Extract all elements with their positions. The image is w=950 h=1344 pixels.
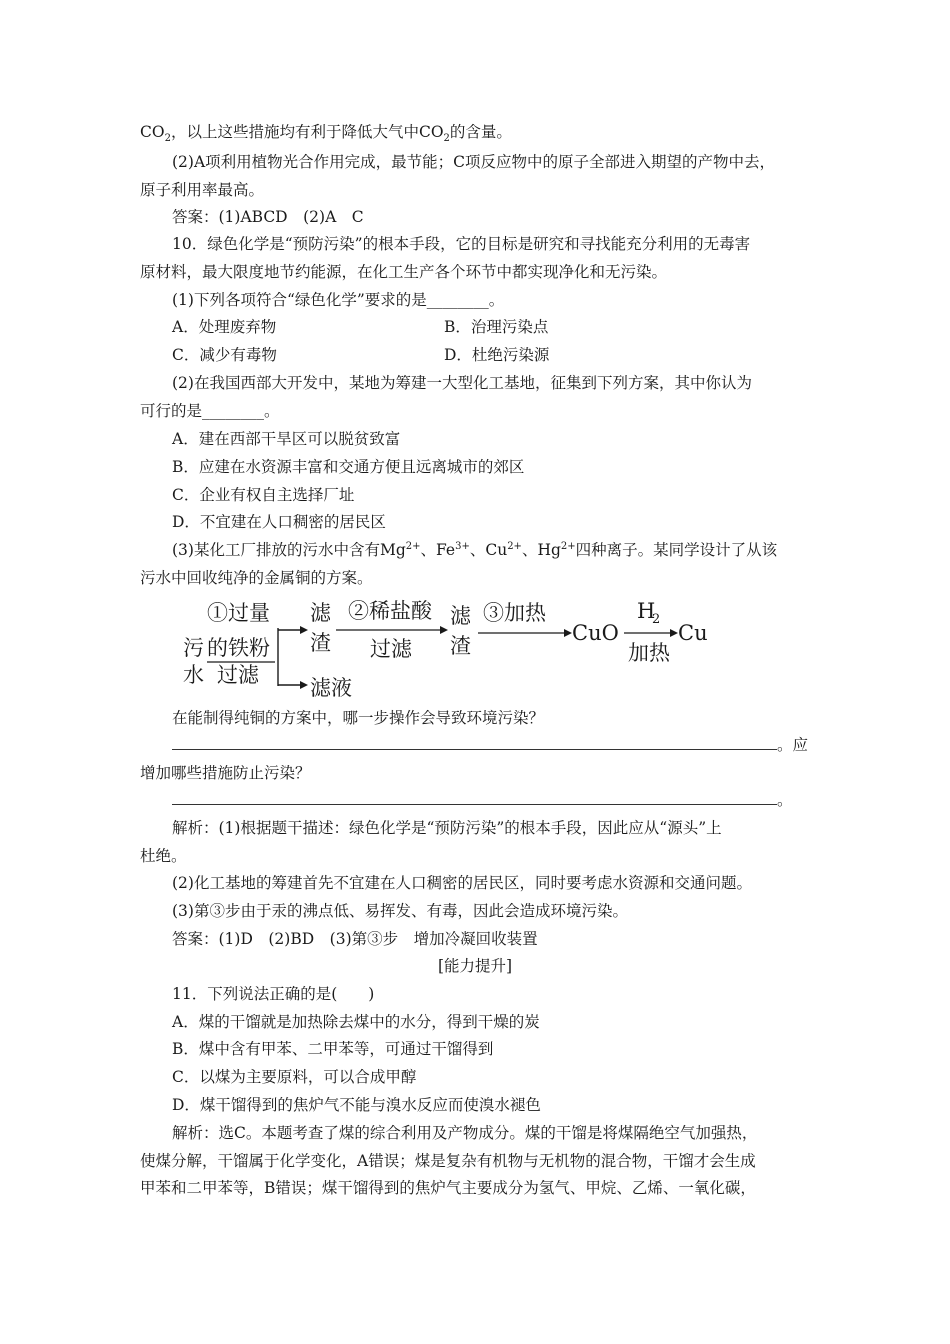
answer-line: 答案：(1)D (2)BD (3)第③步 增加冷凝回收装置	[172, 930, 538, 948]
option-a: A．煤的干馏就是加热除去煤中的水分，得到干燥的炭	[172, 1013, 540, 1031]
sub-question: (1)下列各项符合“绿色化学”要求的是________。	[172, 291, 505, 309]
arrowhead	[300, 681, 308, 689]
sub-question: (3)某化工厂排放的污水中含有$Mg^{2+}$、$Fe^{3+}$、$Cu^{2+}$、$Hg^{2+}$四种离子。某同学设计了从该	[172, 540, 778, 559]
analysis-line: 解析：(1)根据题干描述：绿色化学是“预防污染”的根本手段，因此应从“源头”上	[172, 819, 722, 837]
option-c: C．以煤为主要原料，可以合成甲醇	[172, 1068, 417, 1086]
text-line: 可行的是________。	[140, 402, 280, 420]
text-line: (2)A项利用植物光合作用完成，最节能；C项反应物中的原子全部进入期望的产物中去，	[172, 153, 776, 171]
text-line: 使煤分解，干馏属于化学变化，A错误；煤是复杂有机物与无机物的混合物，干馏才会生成	[140, 1152, 756, 1170]
step1-reagent: 的铁粉	[207, 636, 270, 660]
blank-underline	[172, 735, 777, 750]
text-line: 原材料，最大限度地节约能源，在化工生产各个环节中都实现净化和无污染。	[140, 263, 668, 281]
step1-label: ①过量	[207, 601, 270, 625]
answer-blank-line: 。应	[172, 735, 808, 755]
step2-operation: 过滤	[370, 637, 412, 661]
shui-char: 水	[183, 663, 204, 687]
option-d: D．不宜建在人口稠密的居民区	[172, 513, 386, 531]
h2-formula: H	[637, 599, 656, 623]
arrowhead	[440, 626, 448, 634]
step1-operation: 过滤	[217, 663, 259, 687]
residue1-char1: 滤	[310, 601, 331, 625]
option-a: A．处理废弃物	[172, 318, 277, 336]
step3-label: ③加热	[483, 601, 546, 625]
step4-condition: 加热	[628, 641, 670, 665]
cu-formula: Cu	[678, 621, 708, 645]
text-line: 杜绝。	[140, 847, 187, 865]
process-flow-diagram	[150, 598, 730, 708]
h2-subscript: 2	[652, 612, 661, 627]
question-10-stem: 10．绿色化学是“预防污染”的根本手段，它的目标是研究和寻找能充分利用的无毒害	[172, 235, 751, 253]
answer-blank-line: 。	[172, 790, 793, 810]
option-b: B．应建在水资源丰富和交通方便且远离城市的郊区	[172, 458, 525, 476]
sub-question: (2)在我国西部大开发中，某地为筹建一大型化工基地，征集到下列方案，其中你认为	[172, 374, 752, 392]
analysis-line: 解析：选C。本题考查了煤的综合利用及产物成分。煤的干馏是将煤隔绝空气加强热，	[172, 1124, 758, 1142]
question-prompt: 在能制得纯铜的方案中，哪一步操作会导致环境污染？	[172, 709, 545, 727]
answer-line: 答案：(1)ABCD (2)A C	[172, 208, 364, 226]
question-11-stem: 11．下列说法正确的是( )	[172, 985, 375, 1003]
text-line: $CO_2$，以上这些措施均有利于降低大气中$CO_2$的含量。	[140, 123, 512, 145]
arrowhead	[564, 629, 572, 637]
filtrate-label: 滤液	[310, 676, 352, 700]
arrowhead	[300, 626, 308, 634]
analysis-line: (3)第③步由于汞的沸点低、易挥发、有毒，因此会造成环境污染。	[172, 902, 628, 920]
wu-char: 污	[183, 636, 204, 660]
option-b: B．治理污染点	[444, 318, 549, 336]
option-d: D．杜绝污染源	[444, 346, 550, 364]
residue2-char2: 渣	[450, 634, 471, 658]
residue1-char2: 渣	[310, 631, 331, 655]
residue2-char1: 滤	[450, 604, 471, 628]
text-line: 甲苯和二甲苯等，B错误；煤干馏得到的焦炉气主要成分为氢气、甲烷、乙烯、一氧化碳，	[140, 1179, 756, 1197]
arrowhead	[670, 629, 678, 637]
option-b: B．煤中含有甲苯、二甲苯等，可通过干馏得到	[172, 1040, 494, 1058]
option-c: C．企业有权自主选择厂址	[172, 486, 355, 504]
option-d: D．煤干馏得到的焦炉气不能与溴水反应而使溴水褪色	[172, 1096, 541, 1114]
step2-label: ②稀盐酸	[348, 599, 432, 623]
option-c: C．减少有毒物	[172, 346, 277, 364]
blank-underline	[172, 790, 777, 805]
question-prompt: 增加哪些措施防止污染？	[140, 764, 311, 782]
text-line: 原子利用率最高。	[140, 181, 265, 199]
analysis-line: (2)化工基地的筹建首先不宜建在人口稠密的居民区，同时要考虑水资源和交通问题。	[172, 874, 752, 892]
option-a: A．建在西部干旱区可以脱贫致富	[172, 430, 401, 448]
section-heading: [能力提升]	[437, 957, 513, 975]
cuo-formula: CuO	[572, 621, 619, 645]
text-line: 污水中回收纯净的金属铜的方案。	[140, 569, 373, 587]
